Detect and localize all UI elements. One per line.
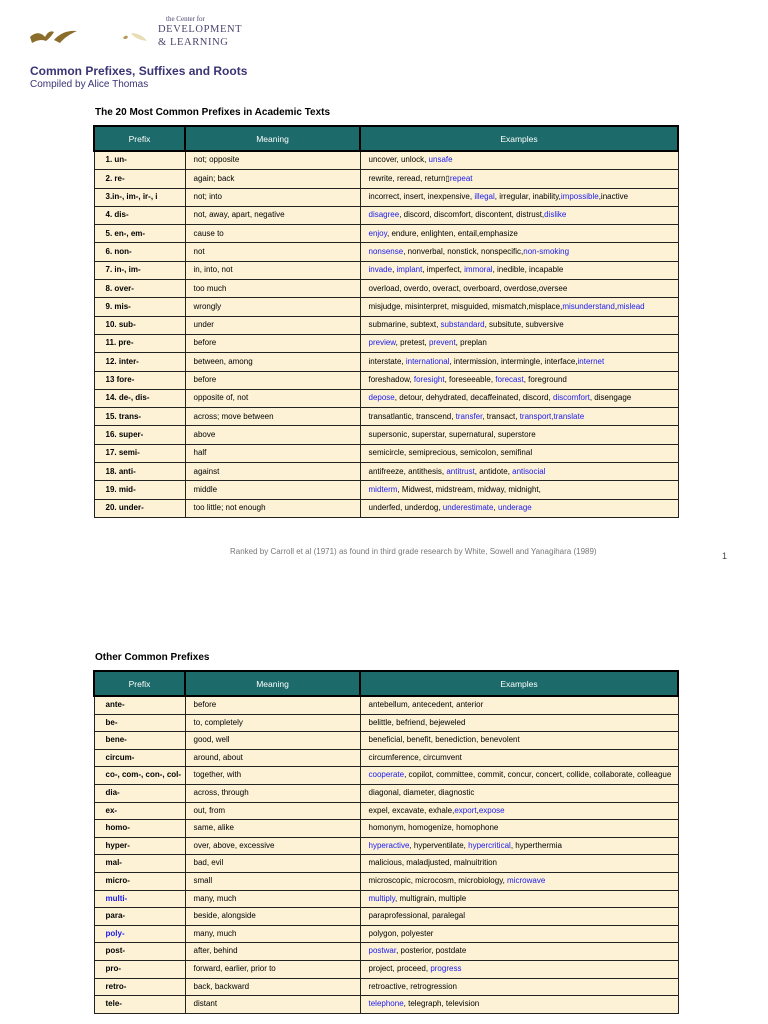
example-text: , hyperventilate, bbox=[409, 840, 469, 850]
example-link[interactable]: nonsense bbox=[368, 246, 404, 256]
examples-cell bbox=[360, 280, 678, 298]
logo-swoosh-icon bbox=[30, 28, 78, 44]
example-text: ▯ bbox=[445, 173, 450, 183]
example-text: , disengage bbox=[589, 393, 632, 403]
org-small-text: the Center for bbox=[166, 15, 205, 23]
examples-cell bbox=[360, 389, 678, 407]
prefix-cell: ex- bbox=[94, 802, 185, 820]
example-text: transatlantic, transcend, bbox=[368, 411, 456, 421]
example-text: belittle, befriend, bejeweled bbox=[368, 717, 466, 727]
meaning-cell: distant bbox=[185, 996, 360, 1014]
examples-cell bbox=[360, 225, 678, 243]
table1-title: The 20 Most Common Prefixes in Academic Texts bbox=[95, 107, 331, 118]
examples-cell bbox=[360, 960, 678, 978]
prefix-cell: 10. sub- bbox=[94, 316, 185, 334]
example-link[interactable]: invade bbox=[368, 265, 393, 275]
prefix-cell: 12. inter- bbox=[94, 353, 185, 371]
meaning-cell: again; back bbox=[185, 170, 360, 188]
prefix-cell: 17. semi- bbox=[94, 444, 185, 462]
meaning-cell: out, from bbox=[185, 802, 360, 820]
prefix-cell: 7. in-, im- bbox=[94, 261, 185, 279]
example-text: , posterior, postdate bbox=[396, 946, 467, 956]
example-text: submarine, subtext, bbox=[368, 320, 441, 330]
example-text: , Midwest, midstream, midway, midnight, bbox=[397, 484, 541, 494]
example-link[interactable]: telephone bbox=[368, 999, 404, 1009]
examples-cell bbox=[360, 188, 678, 206]
examples-cell bbox=[360, 996, 678, 1014]
prefix-cell: co-, com-, con-, col- bbox=[94, 767, 185, 785]
example-text: microscopic, microcosm, microbiology, bbox=[368, 876, 508, 886]
example-link[interactable]: misunderstand bbox=[562, 301, 615, 311]
document-subtitle: Compiled by Alice Thomas bbox=[30, 79, 149, 90]
example-text: , multigrain, multiple bbox=[395, 893, 467, 903]
examples-cell bbox=[360, 749, 678, 767]
examples-cell bbox=[360, 855, 678, 873]
table-row bbox=[94, 316, 678, 334]
example-text: , subsitute, subversive bbox=[484, 320, 564, 330]
meaning-cell: beside, alongside bbox=[185, 908, 360, 926]
table-row bbox=[94, 280, 678, 298]
table-row bbox=[94, 714, 678, 732]
example-text: diagonal, diameter, diagnostic bbox=[368, 788, 475, 798]
prefix-cell: 4. dis- bbox=[94, 206, 185, 224]
examples-cell bbox=[360, 463, 678, 481]
table1-header-examples: Examples bbox=[360, 126, 678, 151]
example-text: , bbox=[614, 301, 618, 311]
other-prefixes-table bbox=[93, 670, 679, 1014]
example-link[interactable]: foresight bbox=[413, 375, 445, 385]
examples-cell bbox=[360, 298, 678, 316]
table2-header-examples: Examples bbox=[360, 671, 678, 696]
example-text: homonym, homogenize, homophone bbox=[368, 823, 499, 833]
examples-cell bbox=[360, 802, 678, 820]
meaning-cell: between, among bbox=[185, 353, 360, 371]
table2-header-prefix: Prefix bbox=[94, 671, 185, 696]
prefix-cell: 16. super- bbox=[94, 426, 185, 444]
footer-note bbox=[230, 547, 670, 558]
example-link[interactable]: hyperactive bbox=[368, 840, 410, 850]
table1-header-row bbox=[94, 126, 678, 151]
examples-cell bbox=[360, 316, 678, 334]
example-text: , imperfect, bbox=[422, 265, 465, 275]
prefix-cell: post- bbox=[94, 943, 185, 961]
table-row bbox=[94, 820, 678, 838]
example-text: , copilot, committee, commit, concur, concert, collide, collaborate, colleague bbox=[404, 770, 672, 780]
example-link[interactable]: antisocial bbox=[512, 466, 546, 476]
example-link[interactable]: multiply bbox=[368, 893, 396, 903]
example-text: , discord, discomfort, discontent, distrust, bbox=[399, 210, 545, 220]
table-row bbox=[94, 298, 678, 316]
example-text: , endure, enlighten, entail,emphasize bbox=[387, 228, 518, 238]
example-text: underfed, underdog, bbox=[368, 503, 443, 513]
example-text: uncover, unlock, bbox=[368, 155, 429, 165]
examples-cell bbox=[360, 978, 678, 996]
example-text: , intermission, intermingle, interface, bbox=[449, 356, 578, 366]
example-text: , irregular, inability, bbox=[494, 192, 561, 202]
table-row bbox=[94, 408, 678, 426]
table1-body bbox=[94, 151, 678, 517]
table-row bbox=[94, 151, 678, 170]
table2-header-meaning: Meaning bbox=[185, 671, 360, 696]
table-row bbox=[94, 802, 678, 820]
table-row bbox=[94, 389, 678, 407]
meaning-cell: over, above, excessive bbox=[185, 837, 360, 855]
examples-cell bbox=[360, 353, 678, 371]
meaning-cell: too little; not enough bbox=[185, 499, 360, 517]
examples-cell bbox=[360, 151, 678, 170]
example-link[interactable]: midterm bbox=[368, 484, 398, 494]
prefix-cell: bene- bbox=[94, 732, 185, 750]
examples-cell bbox=[360, 481, 678, 499]
examples-cell bbox=[360, 206, 678, 224]
meaning-cell: back, backward bbox=[185, 978, 360, 996]
prefix-cell: circum- bbox=[94, 749, 185, 767]
table-row bbox=[94, 943, 678, 961]
table-row bbox=[94, 463, 678, 481]
example-link[interactable]: microwave bbox=[507, 876, 546, 886]
footer-note-text: Ranked by Carroll et al (1971) as found in third grade research by White, Sowell and Yanagihara (1989) bbox=[230, 547, 597, 556]
examples-cell bbox=[360, 426, 678, 444]
prefix-cell: dia- bbox=[94, 784, 185, 802]
example-link[interactable]: enjoy bbox=[368, 228, 388, 238]
prefix-cell: 3.in-, im-, ir-, i bbox=[94, 188, 185, 206]
org-line-2: & LEARNING bbox=[158, 36, 229, 48]
meaning-cell: half bbox=[185, 444, 360, 462]
logo-leaf-icon bbox=[122, 30, 148, 44]
meaning-cell: across; move between bbox=[185, 408, 360, 426]
prefix-cell: 8. over- bbox=[94, 280, 185, 298]
prefix-cell: 5. en-, em- bbox=[94, 225, 185, 243]
prefix-cell: 2. re- bbox=[94, 170, 185, 188]
example-link[interactable]: forecast bbox=[495, 375, 524, 385]
examples-cell bbox=[360, 784, 678, 802]
meaning-cell: many, much bbox=[185, 925, 360, 943]
prefix-cell: hyper- bbox=[94, 837, 185, 855]
table-row bbox=[94, 908, 678, 926]
prefix-cell: 13 fore- bbox=[94, 371, 185, 389]
example-text: , telegraph, television bbox=[403, 999, 480, 1009]
table-row bbox=[94, 749, 678, 767]
table-row bbox=[94, 444, 678, 462]
table-row bbox=[94, 890, 678, 908]
example-link[interactable]: preview bbox=[368, 338, 396, 348]
prefix-cell: para- bbox=[94, 908, 185, 926]
meaning-cell: in, into, not bbox=[185, 261, 360, 279]
example-text: , nonverbal, nonstick, nonspecific, bbox=[403, 246, 524, 256]
example-link[interactable]: internet bbox=[577, 356, 605, 366]
example-text: , bbox=[476, 805, 479, 815]
examples-cell bbox=[360, 696, 678, 714]
table-row bbox=[94, 996, 678, 1014]
prefix-cell: 9. mis- bbox=[94, 298, 185, 316]
examples-cell bbox=[360, 170, 678, 188]
page-number: 1 bbox=[722, 551, 728, 561]
meaning-cell: bad, evil bbox=[185, 855, 360, 873]
example-text: rewrite, reread, return bbox=[368, 173, 446, 183]
example-text: paraprofessional, paralegal bbox=[368, 911, 466, 921]
org-line-1: DEVELOPMENT bbox=[158, 24, 243, 35]
example-text: retroactive, retrogression bbox=[368, 981, 457, 991]
example-text: ,inactive bbox=[598, 192, 629, 202]
table-row bbox=[94, 206, 678, 224]
example-text: , hyperthermia bbox=[510, 840, 562, 850]
prefix-cell: tele- bbox=[94, 996, 185, 1014]
example-text: interstate, bbox=[368, 356, 406, 366]
table-row bbox=[94, 499, 678, 517]
example-link[interactable]: transfer bbox=[455, 411, 483, 421]
example-link[interactable]: postwar bbox=[368, 946, 397, 956]
example-link[interactable]: hypercritical bbox=[468, 840, 511, 850]
example-link[interactable]: international bbox=[405, 356, 450, 366]
example-link[interactable]: dislike bbox=[544, 210, 567, 220]
example-link[interactable]: depose bbox=[368, 393, 395, 403]
meaning-cell: not; opposite bbox=[185, 151, 360, 170]
example-link[interactable]: disagree bbox=[368, 210, 400, 220]
examples-cell bbox=[360, 908, 678, 926]
meaning-cell: same, alike bbox=[185, 820, 360, 838]
examples-cell bbox=[360, 408, 678, 426]
prefix-cell: micro- bbox=[94, 872, 185, 890]
table-row bbox=[94, 732, 678, 750]
example-text: semicircle, semiprecious, semicolon, semifinal bbox=[368, 448, 533, 458]
prefix-cell: ante- bbox=[94, 696, 185, 714]
meaning-cell: not; into bbox=[185, 188, 360, 206]
meaning-cell: to, completely bbox=[185, 714, 360, 732]
table2-header-row bbox=[94, 671, 678, 696]
table-row bbox=[94, 243, 678, 261]
table-row bbox=[94, 188, 678, 206]
table2-body bbox=[94, 696, 678, 1013]
example-text: , transact, bbox=[482, 411, 520, 421]
table-row bbox=[94, 353, 678, 371]
example-text: , bbox=[392, 265, 397, 275]
table-row bbox=[94, 925, 678, 943]
example-link[interactable]: substandard bbox=[440, 320, 485, 330]
example-link[interactable]: underestimate bbox=[442, 503, 494, 513]
meaning-cell: small bbox=[185, 872, 360, 890]
examples-cell bbox=[360, 890, 678, 908]
prefix-cell: 1. un- bbox=[94, 151, 185, 170]
meaning-cell: against bbox=[185, 463, 360, 481]
example-text: expel, excavate, exhale, bbox=[368, 805, 455, 815]
common-prefixes-table bbox=[93, 125, 679, 518]
table-row bbox=[94, 170, 678, 188]
meaning-cell: above bbox=[185, 426, 360, 444]
meaning-cell: before bbox=[185, 371, 360, 389]
prefix-cell: 19. mid- bbox=[94, 481, 185, 499]
prefix-cell: homo- bbox=[94, 820, 185, 838]
example-text: antifreeze, antithesis, bbox=[368, 466, 447, 476]
examples-cell bbox=[360, 732, 678, 750]
examples-cell bbox=[360, 444, 678, 462]
example-link[interactable]: prevent bbox=[428, 338, 456, 348]
example-text: polygon, polyester bbox=[368, 928, 434, 938]
table-row bbox=[94, 261, 678, 279]
table1-header-meaning: Meaning bbox=[185, 126, 360, 151]
examples-cell bbox=[360, 820, 678, 838]
table2-title: Other Common Prefixes bbox=[95, 652, 210, 663]
example-text: incorrect, insert, inexpensive, bbox=[368, 192, 475, 202]
example-link[interactable]: discomfort bbox=[552, 393, 590, 403]
table-row bbox=[94, 225, 678, 243]
prefix-cell: retro- bbox=[94, 978, 185, 996]
example-text: , pretest, bbox=[395, 338, 429, 348]
example-link[interactable]: mislead bbox=[617, 301, 645, 311]
example-text: , foreseeable, bbox=[444, 375, 496, 385]
example-link[interactable]: repeat bbox=[449, 173, 473, 183]
table-row bbox=[94, 371, 678, 389]
meaning-cell: opposite of, not bbox=[185, 389, 360, 407]
example-text: foreshadow, bbox=[368, 375, 414, 385]
example-text: antebellum, antecedent, anterior bbox=[368, 700, 484, 710]
meaning-cell: together, with bbox=[185, 767, 360, 785]
examples-cell bbox=[360, 334, 678, 352]
meaning-cell: wrongly bbox=[185, 298, 360, 316]
table-row bbox=[94, 855, 678, 873]
meaning-cell: before bbox=[185, 334, 360, 352]
examples-cell bbox=[360, 872, 678, 890]
table-row bbox=[94, 872, 678, 890]
prefix-cell: pro- bbox=[94, 960, 185, 978]
example-link[interactable]: cooperate bbox=[368, 770, 405, 780]
prefix-cell: mal- bbox=[94, 855, 185, 873]
table-row bbox=[94, 978, 678, 996]
meaning-cell: not bbox=[185, 243, 360, 261]
table-row bbox=[94, 767, 678, 785]
example-text: overload, overdo, overact, overboard, overdose,oversee bbox=[368, 283, 568, 293]
example-link[interactable]: non-smoking bbox=[523, 246, 570, 256]
table-row bbox=[94, 960, 678, 978]
prefix-cell: 6. non- bbox=[94, 243, 185, 261]
example-text: , detour, dehydrated, decaffeinated, discord, bbox=[394, 393, 553, 403]
example-link[interactable]: immoral bbox=[464, 265, 493, 275]
example-text: , preplan bbox=[455, 338, 487, 348]
meaning-cell: many, much bbox=[185, 890, 360, 908]
example-link[interactable]: underage bbox=[497, 503, 532, 513]
meaning-cell: middle bbox=[185, 481, 360, 499]
example-link[interactable]: unsafe bbox=[428, 155, 453, 165]
prefix-cell: be- bbox=[94, 714, 185, 732]
table-row bbox=[94, 481, 678, 499]
meaning-cell: under bbox=[185, 316, 360, 334]
examples-cell bbox=[360, 499, 678, 517]
meaning-cell: cause to bbox=[185, 225, 360, 243]
meaning-cell: across, through bbox=[185, 784, 360, 802]
example-text: supersonic, superstar, supernatural, superstore bbox=[368, 429, 536, 439]
example-link[interactable]: export bbox=[454, 805, 477, 815]
example-text: misjudge, misinterpret, misguided, mismatch,misplace, bbox=[368, 301, 563, 311]
table-row bbox=[94, 334, 678, 352]
example-text: project, proceed, bbox=[368, 964, 431, 973]
example-text: circumference, circumvent bbox=[368, 752, 462, 762]
meaning-cell: good, well bbox=[185, 732, 360, 750]
table-row bbox=[94, 696, 678, 714]
meaning-cell: before bbox=[185, 696, 360, 714]
org-name bbox=[158, 16, 242, 48]
example-text: , foreground bbox=[523, 375, 567, 385]
table-row bbox=[94, 784, 678, 802]
meaning-cell: after, behind bbox=[185, 943, 360, 961]
prefix-cell: 20. under- bbox=[94, 499, 185, 517]
example-link[interactable]: expose bbox=[478, 805, 505, 815]
example-link[interactable]: progress bbox=[430, 964, 462, 973]
example-text: , antidote, bbox=[474, 466, 513, 476]
example-text: , inedible, incapable bbox=[492, 265, 564, 275]
document-title: Common Prefixes, Suffixes and Roots bbox=[30, 64, 248, 78]
center-logo bbox=[28, 14, 243, 56]
examples-cell bbox=[360, 837, 678, 855]
examples-cell bbox=[360, 714, 678, 732]
table1-header-prefix: Prefix bbox=[94, 126, 185, 151]
example-link[interactable]: transport,translate bbox=[519, 411, 585, 421]
example-text: , bbox=[493, 503, 498, 513]
prefix-cell: 18. anti- bbox=[94, 463, 185, 481]
prefix-cell: 15. trans- bbox=[94, 408, 185, 426]
example-text: malicious, maladjusted, malnuitrition bbox=[368, 858, 497, 868]
prefix-cell: 14. de-, dis- bbox=[94, 389, 185, 407]
example-link[interactable]: antitrust bbox=[446, 466, 475, 476]
prefix-cell: 11. pre- bbox=[94, 334, 185, 352]
prefix-cell[interactable]: poly- bbox=[94, 925, 185, 943]
meaning-cell: forward, earlier, prior to bbox=[185, 960, 360, 978]
examples-cell bbox=[360, 261, 678, 279]
meaning-cell: not, away, apart, negative bbox=[185, 206, 360, 224]
examples-cell bbox=[360, 925, 678, 943]
examples-cell bbox=[360, 243, 678, 261]
prefix-cell[interactable]: multi- bbox=[94, 890, 185, 908]
examples-cell bbox=[360, 371, 678, 389]
example-link[interactable]: illegal bbox=[474, 192, 495, 202]
table-row bbox=[94, 837, 678, 855]
examples-cell bbox=[360, 767, 678, 785]
examples-cell bbox=[360, 943, 678, 961]
table-row bbox=[94, 426, 678, 444]
example-text: beneficial, benefit, benediction, benevolent bbox=[368, 735, 520, 745]
meaning-cell: too much bbox=[185, 280, 360, 298]
example-link[interactable]: implant bbox=[396, 265, 423, 275]
meaning-cell: around, about bbox=[185, 749, 360, 767]
example-link[interactable]: impossible bbox=[560, 192, 599, 202]
